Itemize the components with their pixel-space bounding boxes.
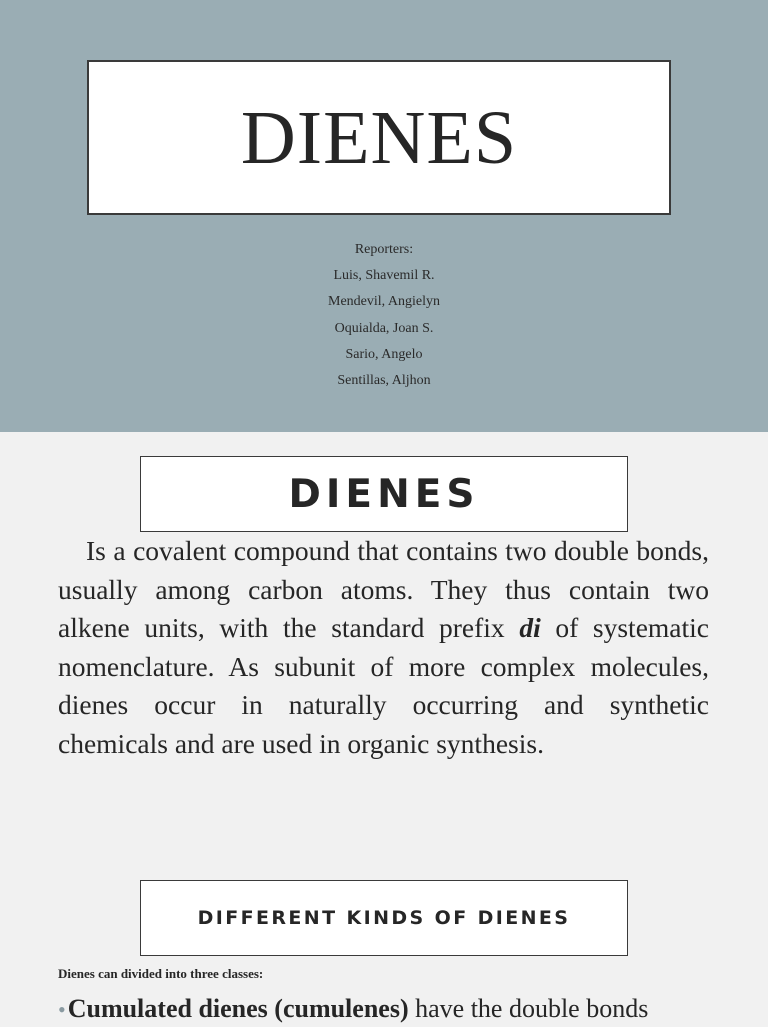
definition-slide (0, 432, 768, 1024)
reporters-label: Reporters: (354, 242, 414, 257)
paragraph-text-end: of systematic nomenclature. As subunit of more complex molecules, dienes occur in naturally occurring and synthetic chemicals and are used in organic synthesis. (58, 612, 709, 759)
reporter-name: Luis, Shavemil R. (333, 268, 435, 284)
reporter-name: Oquialda, Joan S. (334, 320, 434, 336)
bullet-dot-icon: • (58, 997, 66, 1022)
slide-heading: DIENES (288, 471, 480, 517)
title-slide (0, 0, 768, 432)
slide-title: DIENES (240, 95, 518, 180)
title-box (87, 60, 671, 215)
reporter-name: Sentillas, Aljhon (337, 372, 431, 388)
kinds-heading-box (140, 880, 628, 956)
paragraph-text-start: Is a covalent compound that contains two double bonds, usually among carbon atoms. They thus contain two alkene units, with the standard prefix (58, 535, 709, 643)
kinds-heading: DIFFERENT KINDS OF DIENES (197, 907, 571, 929)
bullet-text: have the double bonds (408, 994, 649, 1023)
classes-intro: Dienes can divided into three classes: (58, 966, 264, 981)
reporters-list (0, 240, 768, 397)
reporter-name: Sario, Angelo (345, 346, 423, 362)
definition-paragraph (58, 532, 709, 763)
bullet-item (58, 992, 738, 1027)
prefix-term: di (519, 612, 541, 643)
reporter-name: Mendevil, Angielyn (328, 294, 440, 310)
heading-box (140, 456, 628, 532)
bullet-term: Cumulated dienes (cumulenes) (67, 994, 409, 1023)
